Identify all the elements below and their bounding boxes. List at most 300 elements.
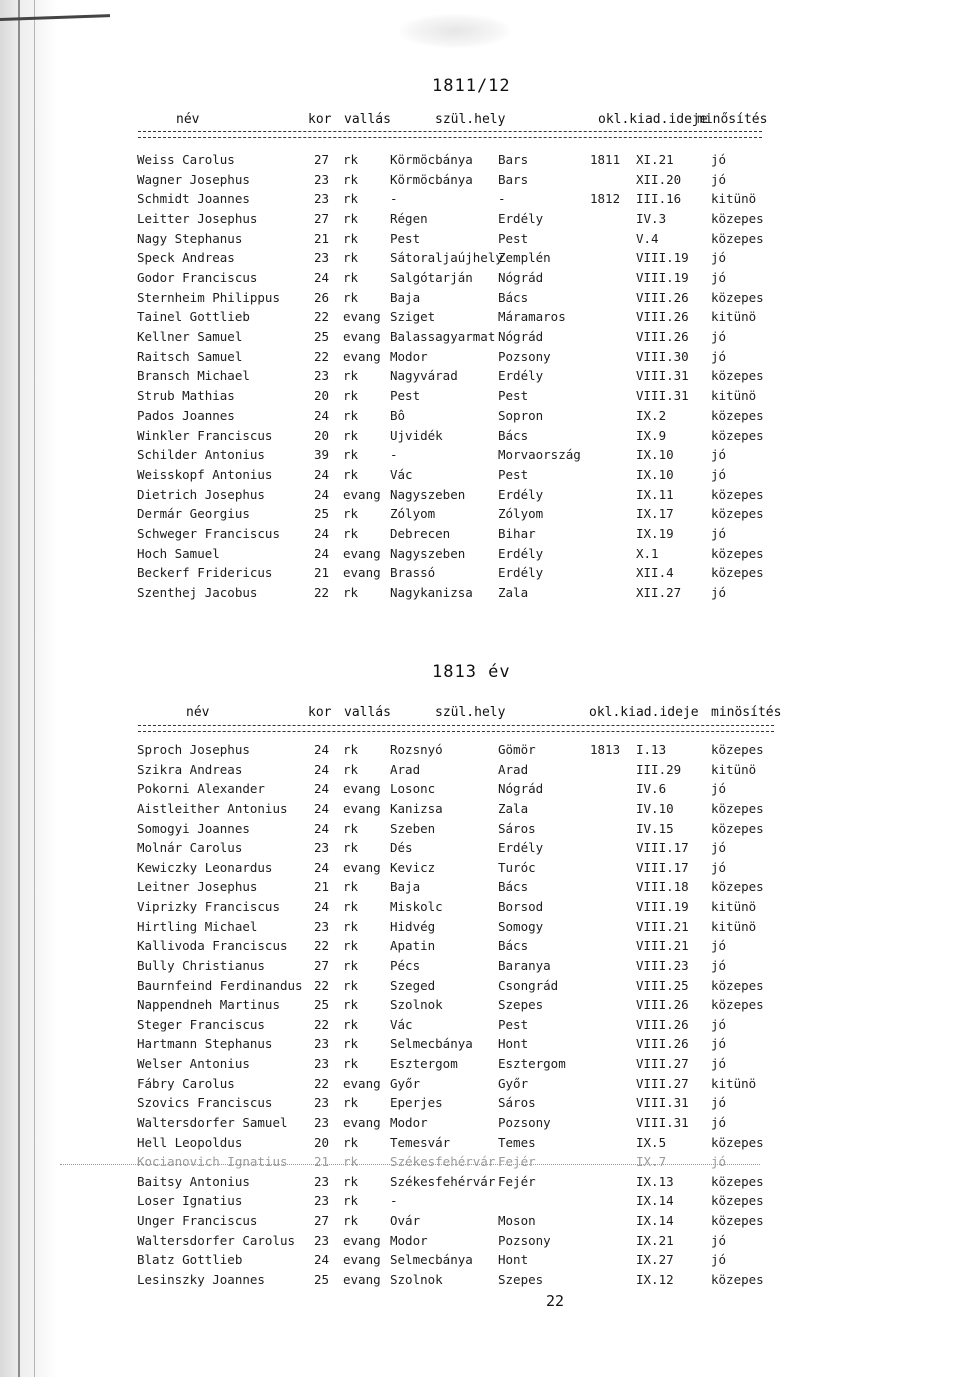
column-header-birthplace: szül.hely — [435, 112, 506, 127]
cell-county: Bács — [498, 427, 529, 443]
cell-county: Bács — [498, 289, 529, 305]
cell-religion: rk — [343, 1213, 359, 1229]
cell-name: Unger Franciscus — [137, 1213, 258, 1229]
cell-name: Kocianovich Ignatius — [137, 1154, 288, 1170]
table-row — [0, 172, 960, 192]
cell-name: Szovics Franciscus — [137, 1095, 273, 1111]
cell-grade: jó — [711, 1114, 727, 1130]
cell-name: Leitner Josephus — [137, 879, 258, 895]
cell-grade: jó — [711, 1232, 727, 1248]
cell-issue-date: VIII.25 — [636, 977, 689, 993]
cell-grade: jó — [711, 781, 727, 797]
table-row — [0, 958, 960, 978]
cell-birthplace: Debrecen — [390, 525, 451, 541]
cell-age: 25 — [314, 997, 330, 1013]
cell-issue-date: IX.10 — [636, 447, 674, 463]
cell-religion: rk — [343, 368, 359, 384]
cell-name: Godor Franciscus — [137, 270, 258, 286]
table-row — [0, 231, 960, 251]
cell-birthplace: Szeben — [390, 820, 436, 836]
cell-age: 21 — [314, 879, 330, 895]
cell-grade: jó — [711, 1095, 727, 1111]
cell-birthplace: - — [390, 1193, 398, 1209]
cell-county: Pest — [498, 1016, 529, 1032]
cell-name: Waltersdorfer Carolus — [137, 1232, 296, 1248]
table-row — [0, 781, 960, 801]
cell-birthplace: Nagyszeben — [390, 486, 466, 502]
cell-age: 24 — [314, 466, 330, 482]
cell-birthplace: Pest — [390, 230, 421, 246]
table-row — [0, 762, 960, 782]
cell-county: Nógrád — [498, 329, 544, 345]
table-row — [0, 565, 960, 585]
table-row — [0, 919, 960, 939]
cell-grade: közepes — [711, 1272, 764, 1287]
table-row — [0, 1135, 960, 1155]
cell-religion: rk — [343, 957, 359, 973]
cell-issue-date: IX.19 — [636, 525, 674, 541]
cell-issue-date: VIII.23 — [636, 957, 689, 973]
cell-religion: rk — [343, 250, 359, 266]
cell-religion: evang — [343, 781, 381, 797]
cell-birthplace: Apatin — [390, 938, 436, 954]
cell-issue-date: IX.13 — [636, 1173, 674, 1189]
cell-birthplace: Nagyszeben — [390, 545, 466, 561]
cell-religion: rk — [343, 466, 359, 482]
cell-county: Pest — [498, 466, 529, 482]
column-header-grade: minősítés — [697, 112, 768, 127]
cell-birthplace: Selmecbánya — [390, 1252, 473, 1268]
cell-birthplace: Pest — [390, 388, 421, 404]
cell-county: Bihar — [498, 525, 536, 541]
column-header-religion: vallás — [344, 705, 391, 720]
cell-issue-date: VIII.26 — [636, 329, 689, 345]
cell-religion: rk — [343, 191, 359, 207]
cell-issue-date: VIII.26 — [636, 309, 689, 325]
cell-religion: rk — [343, 1036, 359, 1052]
cell-county: Sáros — [498, 820, 536, 836]
cell-name: Weiss Carolus — [137, 152, 235, 167]
cell-name: Loser Ignatius — [137, 1193, 243, 1209]
cell-religion: rk — [343, 977, 359, 993]
cell-name: Hirtling Michael — [137, 918, 258, 934]
table-row — [0, 1076, 960, 1096]
cell-county: Bars — [498, 152, 529, 167]
table-row — [0, 526, 960, 546]
cell-religion: rk — [343, 388, 359, 404]
cell-age: 22 — [314, 1075, 330, 1091]
column-header-religion: vallás — [344, 112, 391, 127]
cell-county: Pozsony — [498, 1114, 551, 1130]
cell-age: 24 — [314, 859, 330, 875]
cell-religion: rk — [343, 938, 359, 954]
cell-birthplace: Arad — [390, 761, 421, 777]
cell-name: Sproch Josephus — [137, 742, 250, 757]
table-row — [0, 447, 960, 467]
cell-name: Pados Joannes — [137, 407, 235, 423]
table-row — [0, 1095, 960, 1115]
cell-age: 24 — [314, 761, 330, 777]
cell-grade: közepes — [711, 820, 764, 836]
table-row — [0, 1272, 960, 1292]
table-row — [0, 408, 960, 428]
cell-grade: kitünö — [711, 918, 757, 934]
cell-religion: evang — [343, 1232, 381, 1248]
cell-grade: közepes — [711, 545, 764, 561]
cell-religion: evang — [343, 486, 381, 502]
cell-birthplace: Vác — [390, 466, 413, 482]
cell-grade: közepes — [711, 211, 764, 227]
cell-age: 24 — [314, 742, 330, 757]
cell-age: 22 — [314, 1016, 330, 1032]
cell-religion: rk — [343, 1134, 359, 1150]
cell-county: Somogy — [498, 918, 544, 934]
cell-issue-date: VIII.21 — [636, 938, 689, 954]
cell-religion: evang — [343, 1114, 381, 1130]
cell-county: Máramaros — [498, 309, 566, 325]
scan-corner-mark — [0, 0, 110, 21]
cell-county: Bács — [498, 879, 529, 895]
cell-birthplace: Nagykanizsa — [390, 584, 473, 600]
cell-name: Molnár Carolus — [137, 840, 243, 856]
column-header-birthplace: szül.hely — [435, 705, 506, 720]
cell-birthplace: Baja — [390, 879, 421, 895]
cell-age: 21 — [314, 565, 330, 581]
cell-county: Pozsony — [498, 348, 551, 364]
cell-grade: kitünö — [711, 388, 757, 404]
cell-issue-year: 1813 — [590, 742, 621, 757]
cell-birthplace: Székesfehérvár — [390, 1154, 496, 1170]
cell-issue-date: IX.2 — [636, 407, 667, 423]
cell-issue-date: VIII.26 — [636, 1016, 689, 1032]
cell-age: 23 — [314, 918, 330, 934]
cell-birthplace: Balassagyarmat — [390, 329, 496, 345]
column-header-age: kor — [308, 112, 332, 127]
cell-grade: közepes — [711, 506, 764, 522]
cell-religion: rk — [343, 1193, 359, 1209]
cell-county: Hont — [498, 1252, 529, 1268]
cell-grade: kitünö — [711, 899, 757, 915]
cell-birthplace: Körmöcbánya — [390, 152, 473, 167]
cell-grade: közepes — [711, 1193, 764, 1209]
cell-birthplace: Brassó — [390, 565, 436, 581]
cell-name: Viprizky Franciscus — [137, 899, 280, 915]
cell-religion: evang — [343, 329, 381, 345]
cell-issue-date: IX.12 — [636, 1272, 674, 1287]
cell-grade: közepes — [711, 407, 764, 423]
cell-religion: rk — [343, 761, 359, 777]
cell-religion: rk — [343, 230, 359, 246]
cell-grade: közepes — [711, 1173, 764, 1189]
cell-religion: rk — [343, 1056, 359, 1072]
cell-issue-date: VIII.19 — [636, 250, 689, 266]
cell-name: Schilder Antonius — [137, 447, 265, 463]
cell-issue-date: IX.5 — [636, 1134, 667, 1150]
cell-issue-date: IX.17 — [636, 506, 674, 522]
cell-issue-date: III.16 — [636, 191, 682, 207]
cell-county: Szepes — [498, 997, 544, 1013]
cell-county: Sáros — [498, 1095, 536, 1111]
cell-age: 23 — [314, 1193, 330, 1209]
cell-religion: rk — [343, 1095, 359, 1111]
cell-name: Szenthej Jacobus — [137, 584, 258, 600]
cell-religion: evang — [343, 348, 381, 364]
table-row — [0, 290, 960, 310]
cell-county: Nógrád — [498, 270, 544, 286]
table-row — [0, 821, 960, 841]
cell-age: 23 — [314, 840, 330, 856]
column-header-name: név — [186, 705, 210, 720]
cell-birthplace: Pécs — [390, 957, 421, 973]
cell-religion: rk — [343, 918, 359, 934]
cell-grade: kitünö — [711, 1075, 757, 1091]
table-row — [0, 1017, 960, 1037]
table-row — [0, 801, 960, 821]
cell-age: 24 — [314, 800, 330, 816]
cell-issue-date: XII.27 — [636, 584, 682, 600]
cell-county: Turóc — [498, 859, 536, 875]
cell-issue-date: I.13 — [636, 742, 667, 757]
cell-issue-year: 1812 — [590, 191, 621, 207]
cell-name: Bully Christianus — [137, 957, 265, 973]
table-row — [0, 585, 960, 605]
cell-religion: rk — [343, 211, 359, 227]
cell-issue-date: III.29 — [636, 761, 682, 777]
cell-name: Schmidt Joannes — [137, 191, 250, 207]
cell-issue-date: VIII.18 — [636, 879, 689, 895]
table-row — [0, 506, 960, 526]
table-row — [0, 487, 960, 507]
cell-grade: jó — [711, 329, 727, 345]
header-rule — [138, 131, 762, 138]
table-row — [0, 1213, 960, 1233]
cell-issue-date: VIII.27 — [636, 1056, 689, 1072]
cell-birthplace: - — [390, 191, 398, 207]
cell-age: 21 — [314, 230, 330, 246]
cell-issue-date: IX.11 — [636, 486, 674, 502]
cell-birthplace: Losonc — [390, 781, 436, 797]
cell-county: Bács — [498, 938, 529, 954]
table-row — [0, 388, 960, 408]
cell-issue-date: XI.21 — [636, 152, 674, 167]
cell-religion: rk — [343, 270, 359, 286]
table-row — [0, 1056, 960, 1076]
cell-issue-date: VIII.31 — [636, 368, 689, 384]
cell-county: Arad — [498, 761, 529, 777]
cell-religion: rk — [343, 997, 359, 1013]
cell-county: Zólyom — [498, 506, 544, 522]
cell-name: Weisskopf Antonius — [137, 466, 273, 482]
table-row — [0, 211, 960, 231]
cell-county: Szepes — [498, 1272, 544, 1287]
cell-age: 24 — [314, 486, 330, 502]
cell-name: Dietrich Josephus — [137, 486, 265, 502]
cell-county: Fejér — [498, 1154, 536, 1170]
cell-county: Győr — [498, 1075, 529, 1091]
cell-county: Morvaország — [498, 447, 581, 463]
cell-age: 27 — [314, 957, 330, 973]
cell-birthplace: Szeged — [390, 977, 436, 993]
cell-name: Somogyi Joannes — [137, 820, 250, 836]
table-row — [0, 152, 960, 172]
cell-birthplace: Ujvidék — [390, 427, 443, 443]
cell-grade: közepes — [711, 1134, 764, 1150]
table-row — [0, 742, 960, 762]
cell-age: 25 — [314, 506, 330, 522]
cell-age: 24 — [314, 545, 330, 561]
cell-birthplace: Eperjes — [390, 1095, 443, 1111]
table-row — [0, 368, 960, 388]
cell-name: Fábry Carolus — [137, 1075, 235, 1091]
cell-birthplace: Miskolc — [390, 899, 443, 915]
cell-religion: rk — [343, 820, 359, 836]
cell-grade: jó — [711, 1252, 727, 1268]
cell-religion: evang — [343, 859, 381, 875]
cell-county: Erdély — [498, 211, 544, 227]
cell-name: Winkler Franciscus — [137, 427, 273, 443]
cell-grade: jó — [711, 957, 727, 973]
cell-county: Zala — [498, 800, 529, 816]
cell-grade: jó — [711, 859, 727, 875]
cell-religion: rk — [343, 289, 359, 305]
cell-age: 22 — [314, 938, 330, 954]
cell-issue-date: VIII.17 — [636, 840, 689, 856]
cell-birthplace: Dés — [390, 840, 413, 856]
cell-name: Kallivoda Franciscus — [137, 938, 288, 954]
cell-religion: rk — [343, 506, 359, 522]
cell-name: Szikra Andreas — [137, 761, 243, 777]
column-header-name: név — [176, 112, 200, 127]
cell-age: 23 — [314, 1173, 330, 1189]
cell-age: 24 — [314, 899, 330, 915]
cell-age: 22 — [314, 584, 330, 600]
cell-name: Dermár Georgius — [137, 506, 250, 522]
table-row — [0, 1036, 960, 1056]
cell-birthplace: Modor — [390, 1232, 428, 1248]
cell-grade: jó — [711, 525, 727, 541]
cell-issue-date: VIII.31 — [636, 1095, 689, 1111]
cell-grade: jó — [711, 938, 727, 954]
cell-birthplace: Zólyom — [390, 506, 436, 522]
cell-age: 20 — [314, 388, 330, 404]
cell-name: Raitsch Samuel — [137, 348, 243, 364]
cell-birthplace: Székesfehérvár — [390, 1173, 496, 1189]
cell-age: 23 — [314, 1036, 330, 1052]
cell-age: 27 — [314, 1213, 330, 1229]
cell-religion: evang — [343, 565, 381, 581]
cell-grade: közepes — [711, 879, 764, 895]
cell-issue-date: V.4 — [636, 230, 659, 246]
cell-age: 27 — [314, 152, 330, 167]
cell-name: Baurnfeind Ferdinandus — [137, 977, 303, 993]
table-row — [0, 1174, 960, 1194]
cell-birthplace: Régen — [390, 211, 428, 227]
cell-issue-date: IX.10 — [636, 466, 674, 482]
cell-age: 22 — [314, 309, 330, 325]
cell-age: 23 — [314, 250, 330, 266]
cell-county: Erdély — [498, 545, 544, 561]
cell-grade: jó — [711, 1016, 727, 1032]
cell-issue-date: VIII.27 — [636, 1075, 689, 1091]
cell-grade: közepes — [711, 997, 764, 1013]
table-row — [0, 191, 960, 211]
cell-age: 23 — [314, 1056, 330, 1072]
cell-grade: közepes — [711, 742, 764, 757]
cell-name: Waltersdorfer Samuel — [137, 1114, 288, 1130]
scan-smudge — [400, 14, 510, 48]
cell-issue-date: IX.14 — [636, 1193, 674, 1209]
cell-grade: kitünö — [711, 761, 757, 777]
page-number: 22 — [546, 1292, 565, 1310]
cell-issue-date: X.1 — [636, 545, 659, 561]
cell-name: Hoch Samuel — [137, 545, 220, 561]
cell-birthplace: Kanizsa — [390, 800, 443, 816]
cell-issue-date: VIII.17 — [636, 859, 689, 875]
section-title: 1811/12 — [432, 76, 511, 96]
cell-birthplace: Modor — [390, 1114, 428, 1130]
cell-grade: közepes — [711, 230, 764, 246]
cell-grade: jó — [711, 840, 727, 856]
cell-age: 24 — [314, 781, 330, 797]
cell-issue-date: VIII.26 — [636, 1036, 689, 1052]
cell-grade: kitünö — [711, 191, 757, 207]
cell-religion: rk — [343, 899, 359, 915]
table-row — [0, 978, 960, 998]
cell-issue-date: IV.3 — [636, 211, 667, 227]
cell-issue-date: IV.10 — [636, 800, 674, 816]
cell-county: Borsod — [498, 899, 544, 915]
cell-religion: rk — [343, 152, 359, 167]
cell-name: Blatz Gottlieb — [137, 1252, 243, 1268]
cell-age: 23 — [314, 1232, 330, 1248]
cell-name: Welser Antonius — [137, 1056, 250, 1072]
cell-religion: rk — [343, 1154, 359, 1170]
cell-name: Hartmann Stephanus — [137, 1036, 273, 1052]
cell-birthplace: Salgótarján — [390, 270, 473, 286]
cell-religion: rk — [343, 407, 359, 423]
cell-county: Zala — [498, 584, 529, 600]
cell-age: 25 — [314, 329, 330, 345]
cell-age: 20 — [314, 427, 330, 443]
cell-birthplace: - — [390, 447, 398, 463]
table-row — [0, 1252, 960, 1272]
cell-county: Pest — [498, 388, 529, 404]
section-title: 1813 év — [432, 662, 511, 682]
table-row — [0, 329, 960, 349]
cell-religion: evang — [343, 545, 381, 561]
cell-birthplace: Hidvég — [390, 918, 436, 934]
table-row — [0, 879, 960, 899]
table-row — [0, 860, 960, 880]
cell-county: Hont — [498, 1036, 529, 1052]
cell-birthplace: Ovár — [390, 1213, 421, 1229]
cell-religion: rk — [343, 1173, 359, 1189]
cell-grade: közepes — [711, 486, 764, 502]
cell-religion: rk — [343, 584, 359, 600]
cell-birthplace: Baja — [390, 289, 421, 305]
cell-age: 26 — [314, 289, 330, 305]
cell-birthplace: Szolnok — [390, 1272, 443, 1287]
cell-birthplace: Győr — [390, 1075, 421, 1091]
cell-issue-date: XII.20 — [636, 171, 682, 187]
cell-county: Erdély — [498, 840, 544, 856]
cell-age: 25 — [314, 1272, 330, 1287]
table-row — [0, 349, 960, 369]
cell-name: Tainel Gottlieb — [137, 309, 250, 325]
cell-birthplace: Esztergom — [390, 1056, 458, 1072]
cell-name: Hell Leopoldus — [137, 1134, 243, 1150]
cell-grade: jó — [711, 1036, 727, 1052]
